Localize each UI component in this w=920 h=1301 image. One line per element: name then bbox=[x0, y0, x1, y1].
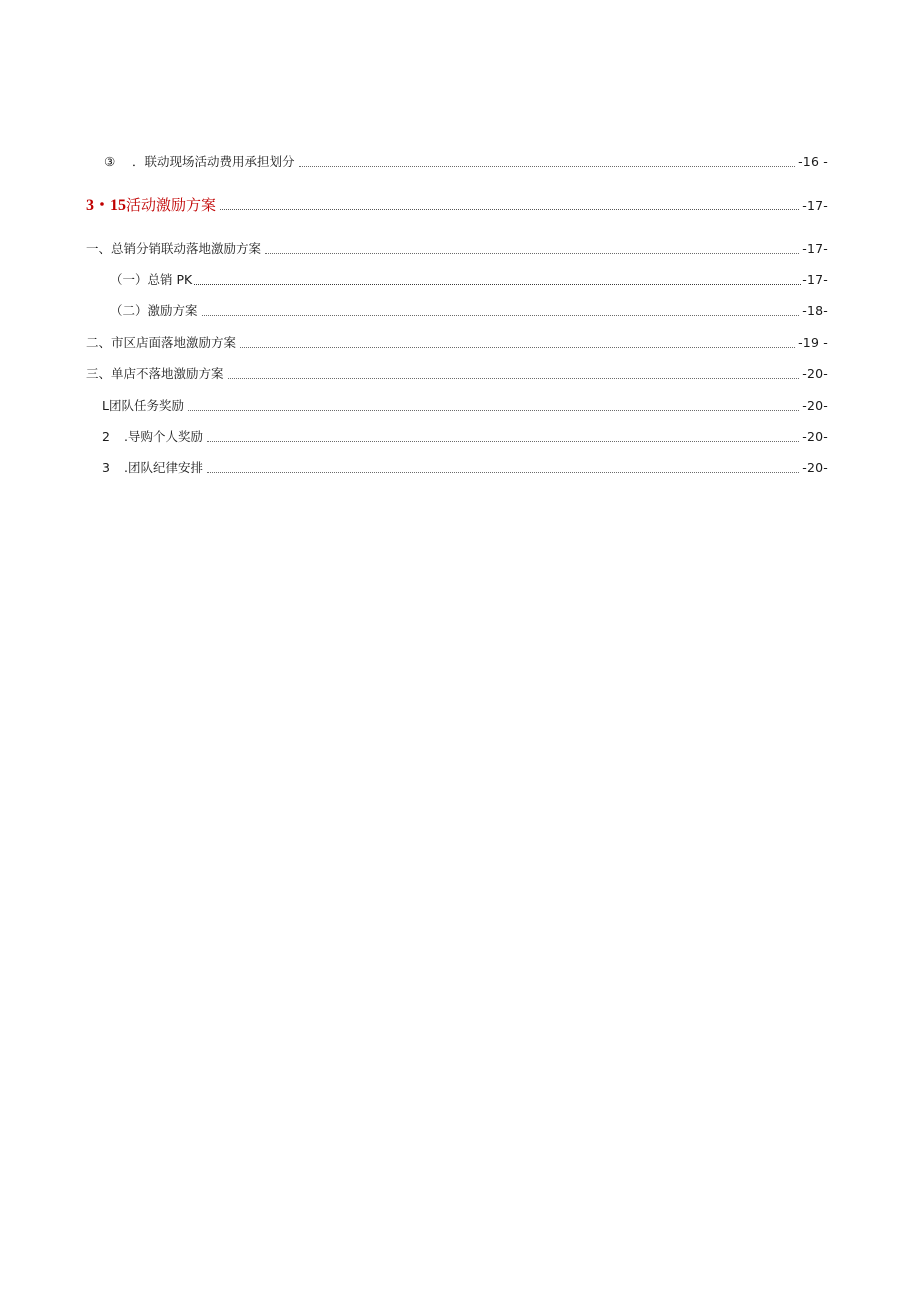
toc-entry-prefix: 3 bbox=[102, 460, 110, 475]
toc-entry-label: 激励方案 bbox=[147, 303, 198, 318]
toc-leader-dots bbox=[188, 400, 799, 411]
toc-leader-dots bbox=[220, 199, 799, 210]
toc-entry-prefix: ③ bbox=[104, 154, 116, 169]
toc-entry-page: -20- bbox=[802, 366, 828, 381]
toc-entry-label: 总销分销联动落地激励方案 bbox=[111, 241, 262, 256]
toc-entry-prefix: （二） bbox=[110, 303, 148, 318]
toc-entry-label: 市区店面落地激励方案 bbox=[111, 335, 237, 350]
toc-entry-page: -18- bbox=[802, 303, 828, 318]
toc-leader-dots bbox=[207, 462, 799, 473]
toc-entry[interactable] bbox=[0, 271, 920, 289]
toc-entry-label: .团队纪律安排 bbox=[124, 460, 203, 475]
toc-leader-dots bbox=[240, 337, 795, 348]
toc-entry-prefix: 3・15 bbox=[86, 197, 127, 214]
toc-entry-prefix: 三、 bbox=[86, 366, 112, 381]
toc-entry[interactable] bbox=[0, 153, 920, 171]
toc-leader-dots bbox=[265, 243, 799, 254]
toc-entry-prefix: 一、 bbox=[86, 241, 112, 256]
toc-entry-prefix: 二、 bbox=[86, 335, 112, 350]
toc-entry-page: -20- bbox=[802, 398, 828, 413]
toc-entry-prefix: 2 bbox=[102, 429, 110, 444]
toc-entry[interactable] bbox=[0, 365, 920, 383]
toc-entry-label: 团队任务奖励 bbox=[108, 398, 184, 413]
toc-entry-label: .导购个人奖励 bbox=[124, 429, 203, 444]
toc-leader-dots bbox=[299, 156, 796, 167]
toc-entry-label: 总销 PK bbox=[147, 272, 193, 287]
toc-leader-dots bbox=[194, 274, 801, 285]
toc-leader-dots bbox=[228, 368, 800, 379]
toc-entry[interactable] bbox=[0, 397, 920, 415]
toc-entry-page: -17- bbox=[802, 272, 828, 287]
toc-entry-page: -20- bbox=[802, 460, 828, 475]
toc-entry-label: ．联动现场活动费用承担划分 bbox=[132, 154, 295, 169]
toc-entry-label: 活动激励方案 bbox=[126, 196, 217, 214]
toc-leader-dots bbox=[202, 305, 800, 316]
toc-entry[interactable] bbox=[0, 428, 920, 446]
toc-leader-dots bbox=[207, 431, 799, 442]
toc-entry-page: -17- bbox=[802, 198, 828, 213]
toc-entry[interactable] bbox=[0, 302, 920, 320]
toc-entry-page: -20- bbox=[802, 429, 828, 444]
toc-entry-page: -16 - bbox=[798, 154, 828, 169]
toc-entry-page: -19 - bbox=[798, 335, 828, 350]
toc-entry-heading[interactable] bbox=[0, 194, 920, 216]
toc-entry[interactable] bbox=[0, 334, 920, 352]
toc-entry[interactable] bbox=[0, 240, 920, 258]
toc-entry-page: -17- bbox=[802, 241, 828, 256]
toc-entry[interactable] bbox=[0, 459, 920, 477]
toc-entry-prefix: （一） bbox=[110, 272, 148, 287]
toc-entry-prefix: L bbox=[102, 398, 109, 413]
toc-entry-label: 单店不落地激励方案 bbox=[111, 366, 224, 381]
